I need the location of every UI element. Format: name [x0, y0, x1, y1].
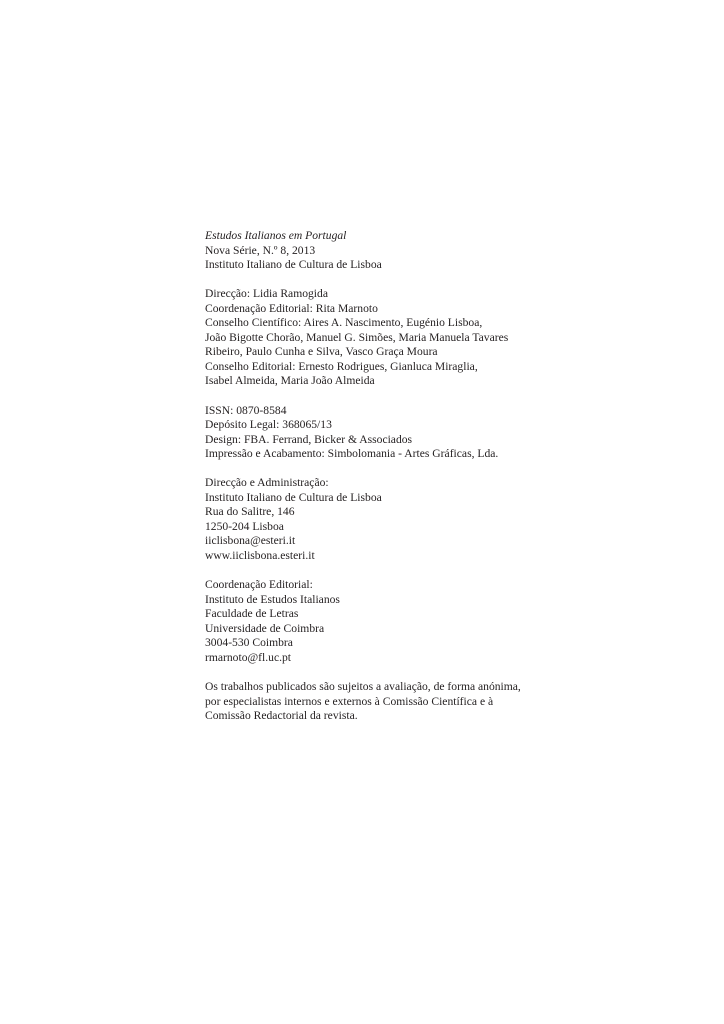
- staff-block: [205, 287, 585, 389]
- legal-deposit: Depósito Legal: 368065/13: [205, 418, 332, 432]
- note-line: por especialistas internos e externos à Comissão Científica e à: [205, 694, 494, 708]
- address-line: 3004-530 Coimbra: [205, 636, 293, 650]
- staff-line: Isabel Almeida, Maria João Almeida: [205, 374, 375, 388]
- administration-heading: Direcção e Administração:: [205, 476, 329, 490]
- address-line: Instituto Italiano de Cultura de Lisboa: [205, 490, 382, 504]
- publication-block: [205, 404, 585, 462]
- address-line: Universidade de Coimbra: [205, 621, 325, 635]
- email-address: rmarnoto@fl.uc.pt: [205, 650, 292, 664]
- review-note: [205, 680, 585, 724]
- series-info: Nova Série, N.º 8, 2013: [205, 243, 316, 257]
- editorial-block: [205, 578, 585, 665]
- staff-line: Conselho Editorial: Ernesto Rodrigues, Gianluca Miraglia,: [205, 359, 478, 373]
- staff-line: Conselho Científico: Aires A. Nascimento, Eugénio Lisboa,: [205, 316, 483, 330]
- printing-credit: Impressão e Acabamento: Simbolomania - Artes Gráficas, Lda.: [205, 447, 499, 461]
- journal-title: Estudos Italianos em Portugal: [205, 229, 347, 242]
- design-credit: Design: FBA. Ferrand, Bicker & Associados: [205, 432, 413, 446]
- address-line: Instituto de Estudos Italianos: [205, 592, 340, 606]
- staff-line: Direcção: Lidia Ramogida: [205, 287, 328, 301]
- publisher: Instituto Italiano de Cultura de Lisboa: [205, 258, 382, 272]
- note-line: Os trabalhos publicados são sujeitos a avaliação, de forma anónima,: [205, 679, 521, 693]
- staff-line: João Bigotte Chorão, Manuel G. Simões, Maria Manuela Tavares: [205, 330, 509, 344]
- staff-line: Ribeiro, Paulo Cunha e Silva, Vasco Graça Moura: [205, 345, 438, 359]
- colophon: [205, 229, 585, 738]
- editorial-heading: Coordenação Editorial:: [205, 578, 313, 592]
- administration-block: [205, 476, 585, 563]
- issn: ISSN: 0870-8584: [205, 403, 287, 417]
- email-address: iiclisbona@esteri.it: [205, 534, 296, 548]
- website-address: www.iiclisbona.esteri.it: [205, 549, 315, 563]
- staff-line: Coordenação Editorial: Rita Marnoto: [205, 301, 378, 315]
- note-line: Comissão Redactorial da revista.: [205, 709, 358, 723]
- header-block: [205, 229, 585, 273]
- address-line: Faculdade de Letras: [205, 607, 299, 621]
- address-line: Rua do Salitre, 146: [205, 505, 295, 519]
- address-line: 1250-204 Lisboa: [205, 519, 284, 533]
